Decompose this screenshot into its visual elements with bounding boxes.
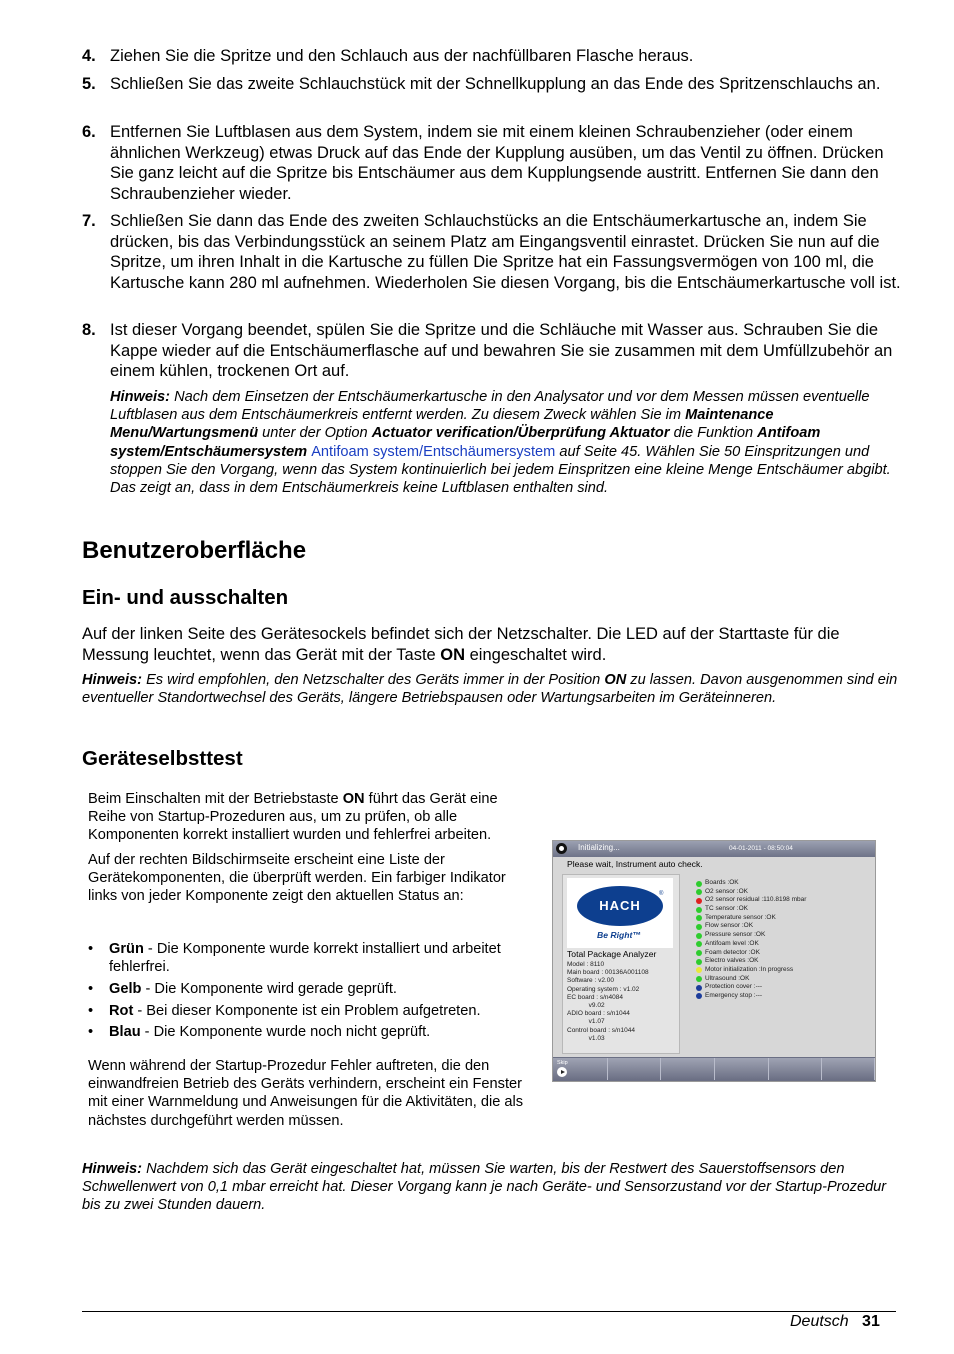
status-row bbox=[696, 888, 876, 897]
status-row bbox=[696, 957, 876, 966]
footer-rule bbox=[82, 1311, 896, 1312]
status-text: Flow sensor :OK bbox=[705, 922, 754, 930]
status-row bbox=[696, 922, 876, 931]
status-text: Antifoam level :OK bbox=[705, 939, 759, 947]
power-paragraph: Auf der linken Seite des Gerätesockels befindet sich der Netzschalter. Die LED auf der Starttaste für die Messung leuchtet, wenn das Gerät mit der Taste ON eingeschaltet wird. bbox=[82, 625, 840, 664]
status-text: O2 sensor residual :110.8198 mbar bbox=[705, 896, 807, 904]
bullet-blue: • Blau - Die Komponente wurde noch nicht geprüft. bbox=[88, 1024, 431, 1040]
screen-datetime: 04-01-2011 - 08:50:04 bbox=[729, 845, 793, 852]
skip-button[interactable]: Skip bbox=[553, 1058, 608, 1080]
status-row bbox=[696, 914, 876, 923]
status-led-icon bbox=[696, 915, 702, 921]
status-text: Pressure sensor :OK bbox=[705, 931, 766, 939]
status-row bbox=[696, 905, 876, 914]
section-heading: Benutzeroberfläche bbox=[82, 537, 307, 564]
status-text: Temperature sensor :OK bbox=[705, 913, 776, 921]
hach-clock-icon bbox=[556, 843, 567, 854]
selftest-paragraph-3: Wenn während der Startup-Prozedur Fehler auftreten, die den einwandfreien Betrieb des Geräts verhindern, erscheint ein Fenster mit einer Warnmeldung und Anweisungen für die Aktivitäten, die als nächstes durchgeführt werden müssen. bbox=[88, 1058, 524, 1129]
status-led-icon bbox=[696, 889, 702, 895]
selftest-paragraph-1: Beim Einschalten mit der Betriebstaste ON führt das Gerät eine Reihe von Startup-Prozeduren aus, um zu prüfen, ob alle Komponenten korrekt installiert wurden und fehlerfrei arbeiten. bbox=[88, 791, 498, 844]
status-text: Foam detector :OK bbox=[705, 948, 760, 956]
status-led-icon bbox=[696, 907, 702, 913]
step-4: 4. Ziehen Sie die Spritze und den Schlauch aus der nachfüllbaren Flasche heraus. bbox=[82, 47, 694, 65]
note-power: Hinweis: Es wird empfohlen, den Netzschalter des Geräts immer in der Position ON zu lassen. Davon ausgenommen sind ein eventueller Standortwechsel des Geräts, längere Betriebspausen oder Wartungsarbeiten im Geräteinneren. bbox=[82, 672, 898, 707]
bullet-red: • Rot - Bei dieser Komponente ist ein Problem aufgetreten. bbox=[88, 1003, 481, 1019]
status-row bbox=[696, 983, 876, 992]
status-row bbox=[696, 940, 876, 949]
status-led-icon bbox=[696, 967, 702, 973]
status-text: Boards :OK bbox=[705, 879, 739, 886]
step-7: 7. Schließen Sie dann das Ende des zweiten Schlauchstücks an die Entschäumerkartusche an, indem Sie drücken, bis das Verbindungsstück an seinem Platz am Eingangsventil einrastet. Drücken Sie nun auf die Spritze, um ihren Inhalt in die Kartusche zu füllen Die Spritze hat ein Fassungsvermögen von 100 ml, die Kartusche kann 280 ml aufnehmen. Wiederholen Sie diesen Vorgang, bis die Entschäumerkartusche voll ist. bbox=[82, 212, 901, 292]
status-text: Emergency stop :--- bbox=[705, 991, 763, 999]
status-led-icon bbox=[696, 993, 702, 999]
softkey-bar bbox=[553, 1057, 875, 1081]
bullet-yellow: • Gelb - Die Komponente wird gerade geprüft. bbox=[88, 981, 397, 997]
softkey-3[interactable] bbox=[661, 1058, 715, 1080]
antifoam-link[interactable]: Antifoam system/Entschäumersystem bbox=[311, 443, 556, 460]
status-led-icon bbox=[696, 985, 702, 991]
softkey-2[interactable] bbox=[608, 1058, 661, 1080]
subheading-power: Ein- und ausschalten bbox=[82, 586, 289, 609]
status-row bbox=[696, 966, 876, 975]
status-text: Ultrasound :OK bbox=[705, 974, 750, 982]
hach-logo: HACH ® Be Right™ bbox=[567, 878, 673, 948]
softkey-5[interactable] bbox=[769, 1058, 822, 1080]
status-text: Motor initialization :In progress bbox=[705, 965, 794, 973]
status-text: TC sensor :OK bbox=[705, 905, 748, 913]
subheading-selftest: Geräteselbsttest bbox=[82, 747, 243, 770]
device-info: Model : 8110 Main board : 00136A001108 Software : v2.00 Operating system : v1.02 EC board : s/n4084 v9.02 ADIO board : s/n1044 v1.07 Control board : s/n1044 v1.03 bbox=[567, 961, 649, 1042]
bullet-green: • Grün - Die Komponente wurde korrekt installiert und arbeitet fehlerfrei. bbox=[88, 941, 501, 976]
status-row bbox=[696, 896, 876, 905]
status-led-icon bbox=[696, 950, 702, 956]
status-led-icon bbox=[696, 976, 702, 982]
status-row bbox=[696, 949, 876, 958]
step-5: 5. Schließen Sie das zweite Schlauchstück mit der Schnellkupplung an das Ende des Spritzenschlauchs an. bbox=[82, 75, 881, 93]
status-led-icon bbox=[696, 959, 702, 965]
status-led-icon bbox=[696, 933, 702, 939]
step-6: 6. Entfernen Sie Luftblasen aus dem System, indem sie mit einem kleinen Schraubenzieher (oder einem ähnlichen Werkzeug) etwas Druck auf das Ende der Kupplung ausüben, um das Ventil zu öffnen. Drücken Sie ganz leicht auf die Spritze bis Entschäumer aus dem Kupplungsende austritt. Entfernen Sie dann den Schraubenzieher wieder. bbox=[82, 123, 884, 203]
status-text: Electro valves :OK bbox=[705, 957, 759, 965]
selftest-paragraph-2: Auf der rechten Bildschirmseite erscheint eine Liste der Gerätekomponenten, die überprüft werden. Ein farbiger Indikator links von jeder Komponente zeigt den aktuellen Status an: bbox=[88, 852, 506, 905]
status-row bbox=[696, 992, 876, 1001]
status-led-icon bbox=[696, 941, 702, 947]
status-row bbox=[696, 879, 876, 888]
status-led-icon bbox=[696, 898, 702, 904]
step-8: 8. Ist dieser Vorgang beendet, spülen Sie die Spritze und die Schläuche mit Wasser aus. Schrauben Sie die Kappe wieder auf die Entschäumerflasche auf und bewahren Sie sie zusammen mit dem Umfüllzubehör an einem kühlen, trockenen Ort auf. bbox=[82, 321, 893, 381]
status-list bbox=[696, 879, 876, 1001]
page-footer: Deutsch 31 bbox=[790, 1313, 880, 1330]
product-name: Total Package Analyzer bbox=[567, 949, 657, 959]
screen-title: Initializing... bbox=[578, 843, 620, 852]
status-text: Protection cover :--- bbox=[705, 983, 763, 991]
info-panel bbox=[562, 874, 680, 1054]
play-icon bbox=[557, 1067, 567, 1077]
status-row bbox=[696, 931, 876, 940]
screen-title-bar bbox=[553, 841, 875, 857]
status-row bbox=[696, 975, 876, 984]
screen-wait-message: Please wait, Instrument auto check. bbox=[567, 859, 703, 869]
status-text: O2 sensor :OK bbox=[705, 887, 748, 895]
status-led-icon bbox=[696, 924, 702, 930]
note-oxygen: Hinweis: Nachdem sich das Gerät eingeschaltet hat, müssen Sie warten, bis der Restwert des Sauerstoffsensors den Schwellenwert von 0,1 mbar erreicht hat. Dieser Vorgang kann je nach Geräte- und Sensorzustand vor der Startup-Prozedur bis zu zwei Stunden dauern. bbox=[82, 1161, 887, 1214]
instrument-screen bbox=[552, 840, 876, 1082]
status-led-icon bbox=[696, 881, 702, 887]
softkey-6[interactable] bbox=[822, 1058, 875, 1080]
note-antifoam: Hinweis: Nach dem Einsetzen der Entschäumerkartusche in den Analysator und vor dem Messen müssen eventuelle Luftblasen aus dem Entschäumerkreis entfernt werden. Zu diesem Zweck wählen Sie im Maintenance Menu/Wartungsmenü unter der Option Actuator verification/Überprüfung Aktuator die Funktion Antifoam system/Entschäumersystem Antifoam system/Entschäumersystem auf Seite 45. Wählen Sie 50 Einspritzungen und stoppen Sie den Vorgang, wenn das System kontinuierlich bei jedem Einspritzen eine kleine Menge Entschäumer abgibt. Das zeigt an, dass in dem Entschäumerkreis keine Luftblasen enthalten sind. bbox=[110, 389, 891, 497]
softkey-4[interactable] bbox=[715, 1058, 769, 1080]
